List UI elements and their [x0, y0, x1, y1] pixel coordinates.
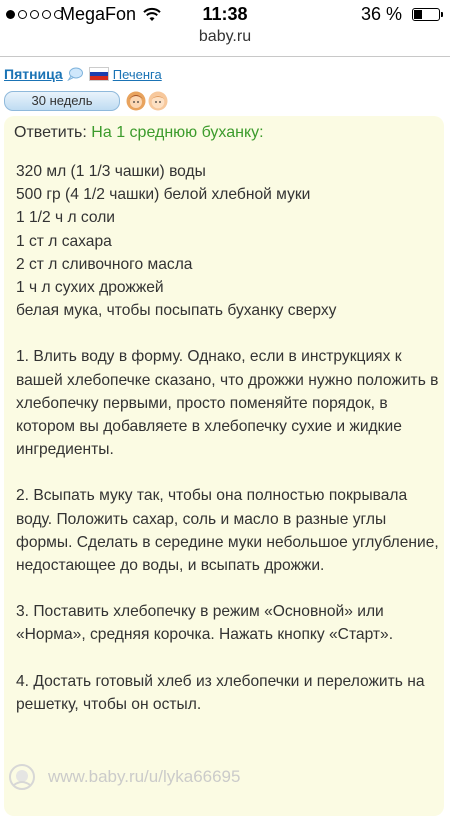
ingredient-line: 2 ст л сливочного масла — [16, 255, 193, 273]
pregnancy-info-row — [4, 90, 168, 112]
recipe-step: 4. Достать готовый хлеб из хлебопечки и переложить на решетку, чтобы он остыл. — [16, 672, 425, 713]
father-avatar-icon — [148, 91, 168, 111]
ingredient-line: 500 гр (4 1/2 чашки) белой хлебной муки — [16, 186, 311, 204]
status-bar — [0, 0, 450, 30]
post-body — [16, 160, 440, 716]
recipe-step: 2. Всыпать муку так, чтобы она полностью покрывала воду. Положить сахар, соль и масло в разные углы формы. Сделать в середине муки небольшое углубление, недостающее до воды, и всыпать дрожжи. — [16, 487, 439, 575]
author-row — [4, 64, 162, 84]
battery-percent: 36 % — [360, 4, 402, 24]
pregnancy-weeks-badge: 30 недель — [4, 91, 120, 111]
ingredient-line: 1 ст л сахара — [16, 232, 112, 250]
reply-target-text: На 1 среднюю буханку: — [91, 124, 264, 141]
ingredient-line: 320 мл (1 1/3 чашки) воды — [16, 163, 206, 180]
clock: 11:38 — [202, 4, 248, 24]
post-card — [4, 116, 444, 816]
ingredients-list — [16, 160, 440, 322]
recipe-step: 1. Влить воду в форму. Однако, если в инструкциях к вашей хлебопечке сказано, что дрожжи нужно положить в хлебопечку первыми, просто поменяйте порядок, в котором вы добавляете в хлебопечку сухие и жидкие ингредиенты. — [16, 348, 439, 459]
carrier-name: MegaFon — [60, 4, 137, 24]
ingredient-line: 1 1/2 ч л соли — [16, 209, 116, 227]
address-bar[interactable]: baby.ru — [198, 28, 252, 45]
ingredient-line: белая мука, чтобы посыпать буханку сверху — [16, 302, 337, 320]
ingredient-line: 1 ч л сухих дрожжей — [16, 279, 164, 297]
battery-level — [414, 10, 422, 19]
author-city-link[interactable]: Печенга — [112, 66, 162, 82]
russia-flag-icon — [89, 67, 109, 81]
watermark — [8, 762, 240, 792]
speech-bubble-icon[interactable] — [67, 67, 83, 81]
reply-label: Ответить: — [14, 124, 87, 141]
watermark-url: www.baby.ru/u/lyka66695 — [48, 767, 241, 786]
reply-line — [14, 124, 264, 142]
baby-ru-logo-icon — [8, 763, 36, 791]
recipe-step: 3. Поставить хлебопечку в режим «Основной» или «Норма», средняя корочка. Нажать кнопку «Старт». — [16, 603, 394, 644]
author-name-link[interactable]: Пятница — [4, 66, 63, 82]
battery-icon — [412, 8, 440, 21]
address-bar-divider — [0, 56, 450, 57]
mother-avatar-icon — [126, 91, 146, 111]
